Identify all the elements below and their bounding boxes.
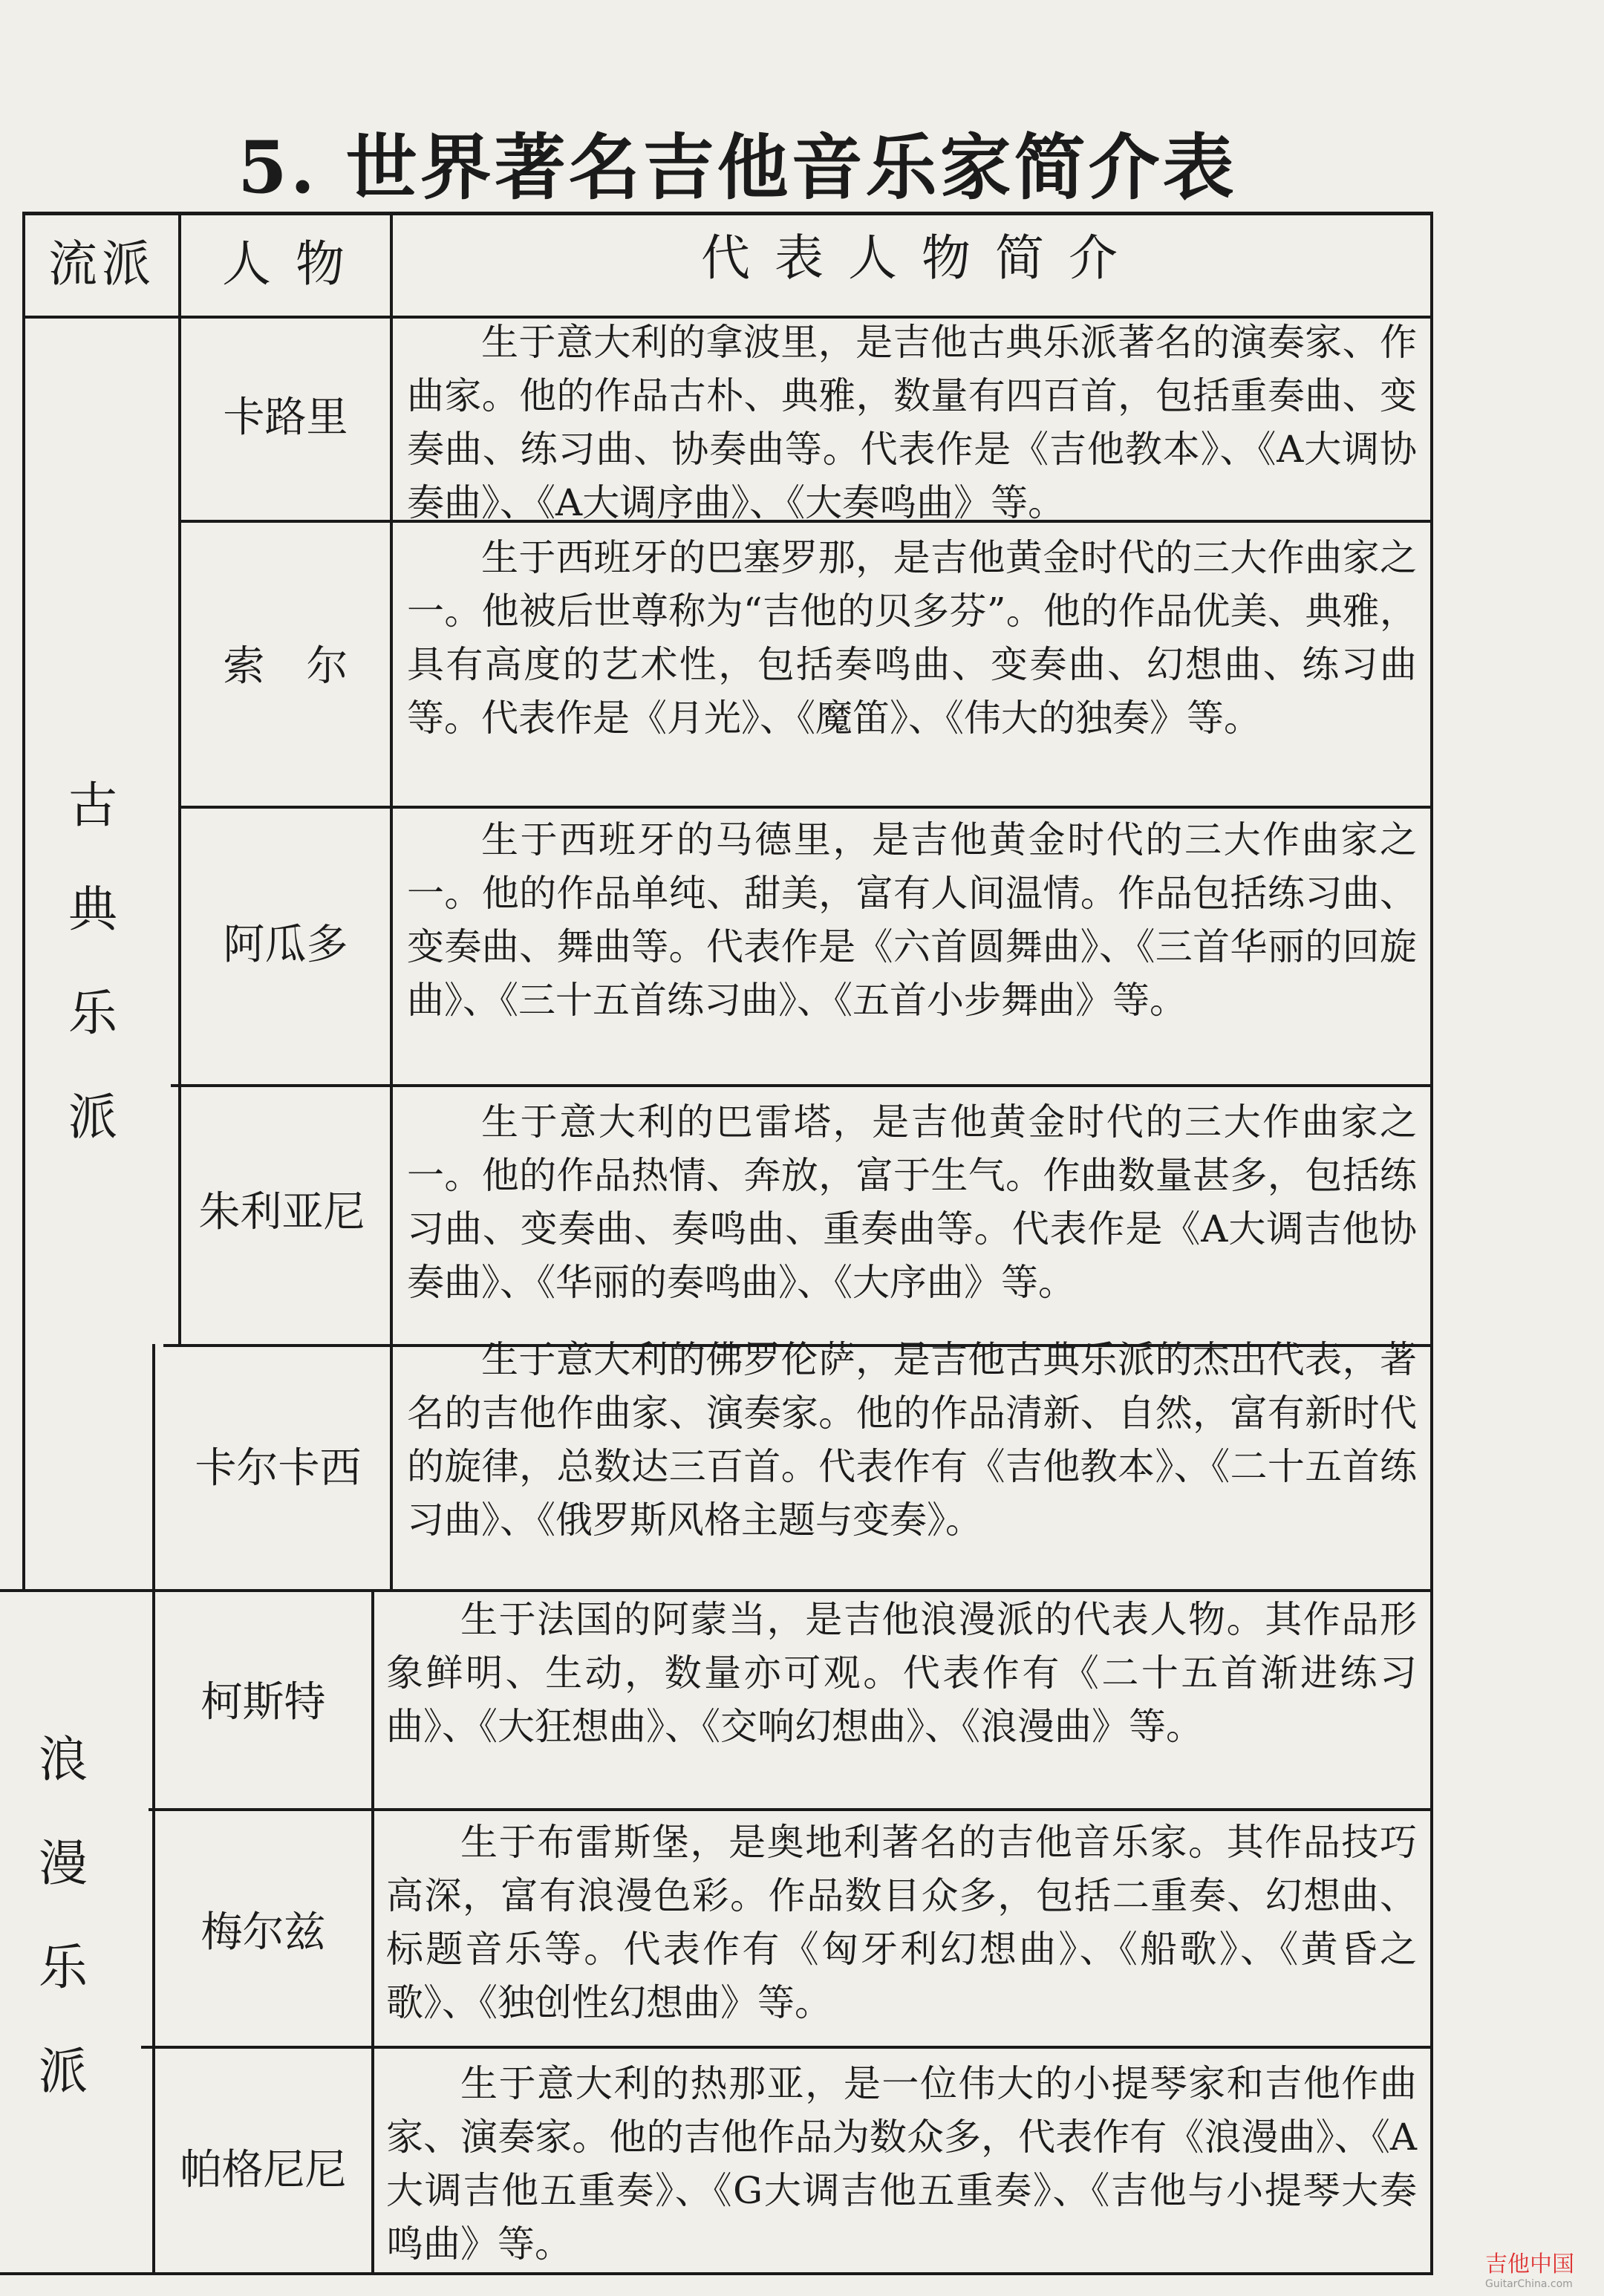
header-school: 流派 bbox=[48, 235, 155, 293]
school-char: 派 bbox=[39, 2043, 88, 2100]
person-intro: 生于法国的阿蒙当，是吉他浪漫派的代表人物。其作品形象鲜明、生动，数量亦可观。代表作有《二十五首渐进练习曲》、《大狂想曲》、《交响幻想曲》、《浪漫曲》等。 bbox=[386, 1598, 1417, 1748]
person-name: 朱利亚尼 bbox=[198, 1188, 365, 1236]
person-intro: 生于意大利的佛罗伦萨，是吉他古典乐派的杰出代表，著名的吉他作曲家、演奏家。他的作品清新、自然，富有新时代的旋律，总数达三百首。代表作有《吉他教本》、《二十五首练习曲》、《俄罗斯风格主题与变奏》。 bbox=[407, 1338, 1417, 1542]
person-name: 卡路里 bbox=[223, 394, 348, 442]
watermark-logo bbox=[1485, 2246, 1574, 2290]
musician-table bbox=[0, 212, 1433, 2276]
name-column-divider bbox=[371, 1589, 374, 2275]
name-column-divider bbox=[390, 212, 393, 1589]
person-intro: 生于布雷斯堡，是奥地利著名的吉他音乐家。其作品技巧高深，富有浪漫色彩。作品数目众多，包括二重奏、幻想曲、标题音乐等。代表作有《匈牙利幻想曲》、《船歌》、《黄昏之歌》、《独创性幻想曲》等。 bbox=[386, 1821, 1417, 2024]
person-intro: 生于西班牙的马德里，是吉他黄金时代的三大作曲家之一。他的作品单纯、甜美，富有人间温情。作品包括练习曲、变奏曲、舞曲等。代表作是《六首圆舞曲》、《三首华丽的回旋曲》、《三十五首练习曲》、《五首小步舞曲》等。 bbox=[407, 818, 1417, 1022]
row-divider bbox=[178, 806, 1433, 809]
table-border-bottom bbox=[0, 2272, 1433, 2275]
school-classical bbox=[48, 754, 137, 1170]
person-intro: 生于西班牙的巴塞罗那，是吉他黄金时代的三大作曲家之一。他被后世尊称为“吉他的贝多芬”。他的作品优美、典雅，具有高度的艺术性，包括奏鸣曲、变奏曲、幻想曲、练习曲等。代表作是《月光》、《魔笛》、《伟大的独奏》等。 bbox=[407, 536, 1417, 740]
school-char: 乐 bbox=[39, 1939, 88, 1996]
school-divider bbox=[0, 1589, 1433, 1592]
school-char: 漫 bbox=[39, 1835, 88, 1892]
watermark-url: GuitarChina.com bbox=[1485, 2278, 1573, 2290]
school-column-divider bbox=[152, 1344, 155, 2275]
school-char: 乐 bbox=[68, 985, 117, 1042]
table-border-left bbox=[22, 212, 25, 1589]
person-intro: 生于意大利的拿波里，是吉他古典乐派著名的演奏家、作曲家。他的作品古朴、典雅，数量有四百首，包括重奏曲、变奏曲、练习曲、协奏曲等。代表作是《吉他教本》、《A大调协奏曲》、《A大调序曲》、《大奏鸣曲》等。 bbox=[407, 321, 1417, 524]
row-divider bbox=[141, 2046, 1433, 2049]
person-name: 梅尔兹 bbox=[200, 1908, 326, 1957]
person-name: 阿瓜多 bbox=[223, 921, 348, 969]
person-name: 柯斯特 bbox=[200, 1678, 326, 1726]
header-person: 人 物 bbox=[222, 235, 349, 293]
school-column-divider bbox=[178, 212, 181, 1344]
table-border-top bbox=[22, 212, 1433, 215]
school-char: 典 bbox=[68, 881, 117, 938]
page-title: 5. 世界著名吉他音乐家简介表 bbox=[238, 125, 1237, 209]
person-intro: 生于意大利的巴雷塔，是吉他黄金时代的三大作曲家之一。他的作品热情、奔放，富于生气。作曲数量甚多，包括练习曲、变奏曲、奏鸣曲、重奏曲等。代表作是《A大调吉他协奏曲》、《华丽的奏鸣曲》、《大序曲》等。 bbox=[407, 1100, 1417, 1304]
person-name: 索 尔 bbox=[223, 642, 348, 691]
school-char: 浪 bbox=[39, 1731, 88, 1788]
school-romantic bbox=[19, 1708, 108, 2124]
table-border-right bbox=[1430, 212, 1433, 2275]
school-char: 古 bbox=[68, 777, 117, 834]
person-intro: 生于意大利的热那亚，是一位伟大的小提琴家和吉他作曲家、演奏家。他的吉他作品为数众多，代表作有《浪漫曲》、《A大调吉他五重奏》、《G大调吉他五重奏》、《吉他与小提琴大奏鸣曲》等。 bbox=[386, 2062, 1417, 2266]
row-divider bbox=[171, 1084, 1433, 1087]
row-divider bbox=[149, 1808, 1433, 1811]
header-intro: 代 表 人 物 简 介 bbox=[701, 229, 1122, 287]
person-name: 卡尔卡西 bbox=[195, 1444, 362, 1493]
person-name: 帕格尼尼 bbox=[180, 2146, 347, 2194]
school-char: 派 bbox=[68, 1089, 117, 1146]
watermark-brand: 吉他中国 bbox=[1485, 2251, 1574, 2277]
